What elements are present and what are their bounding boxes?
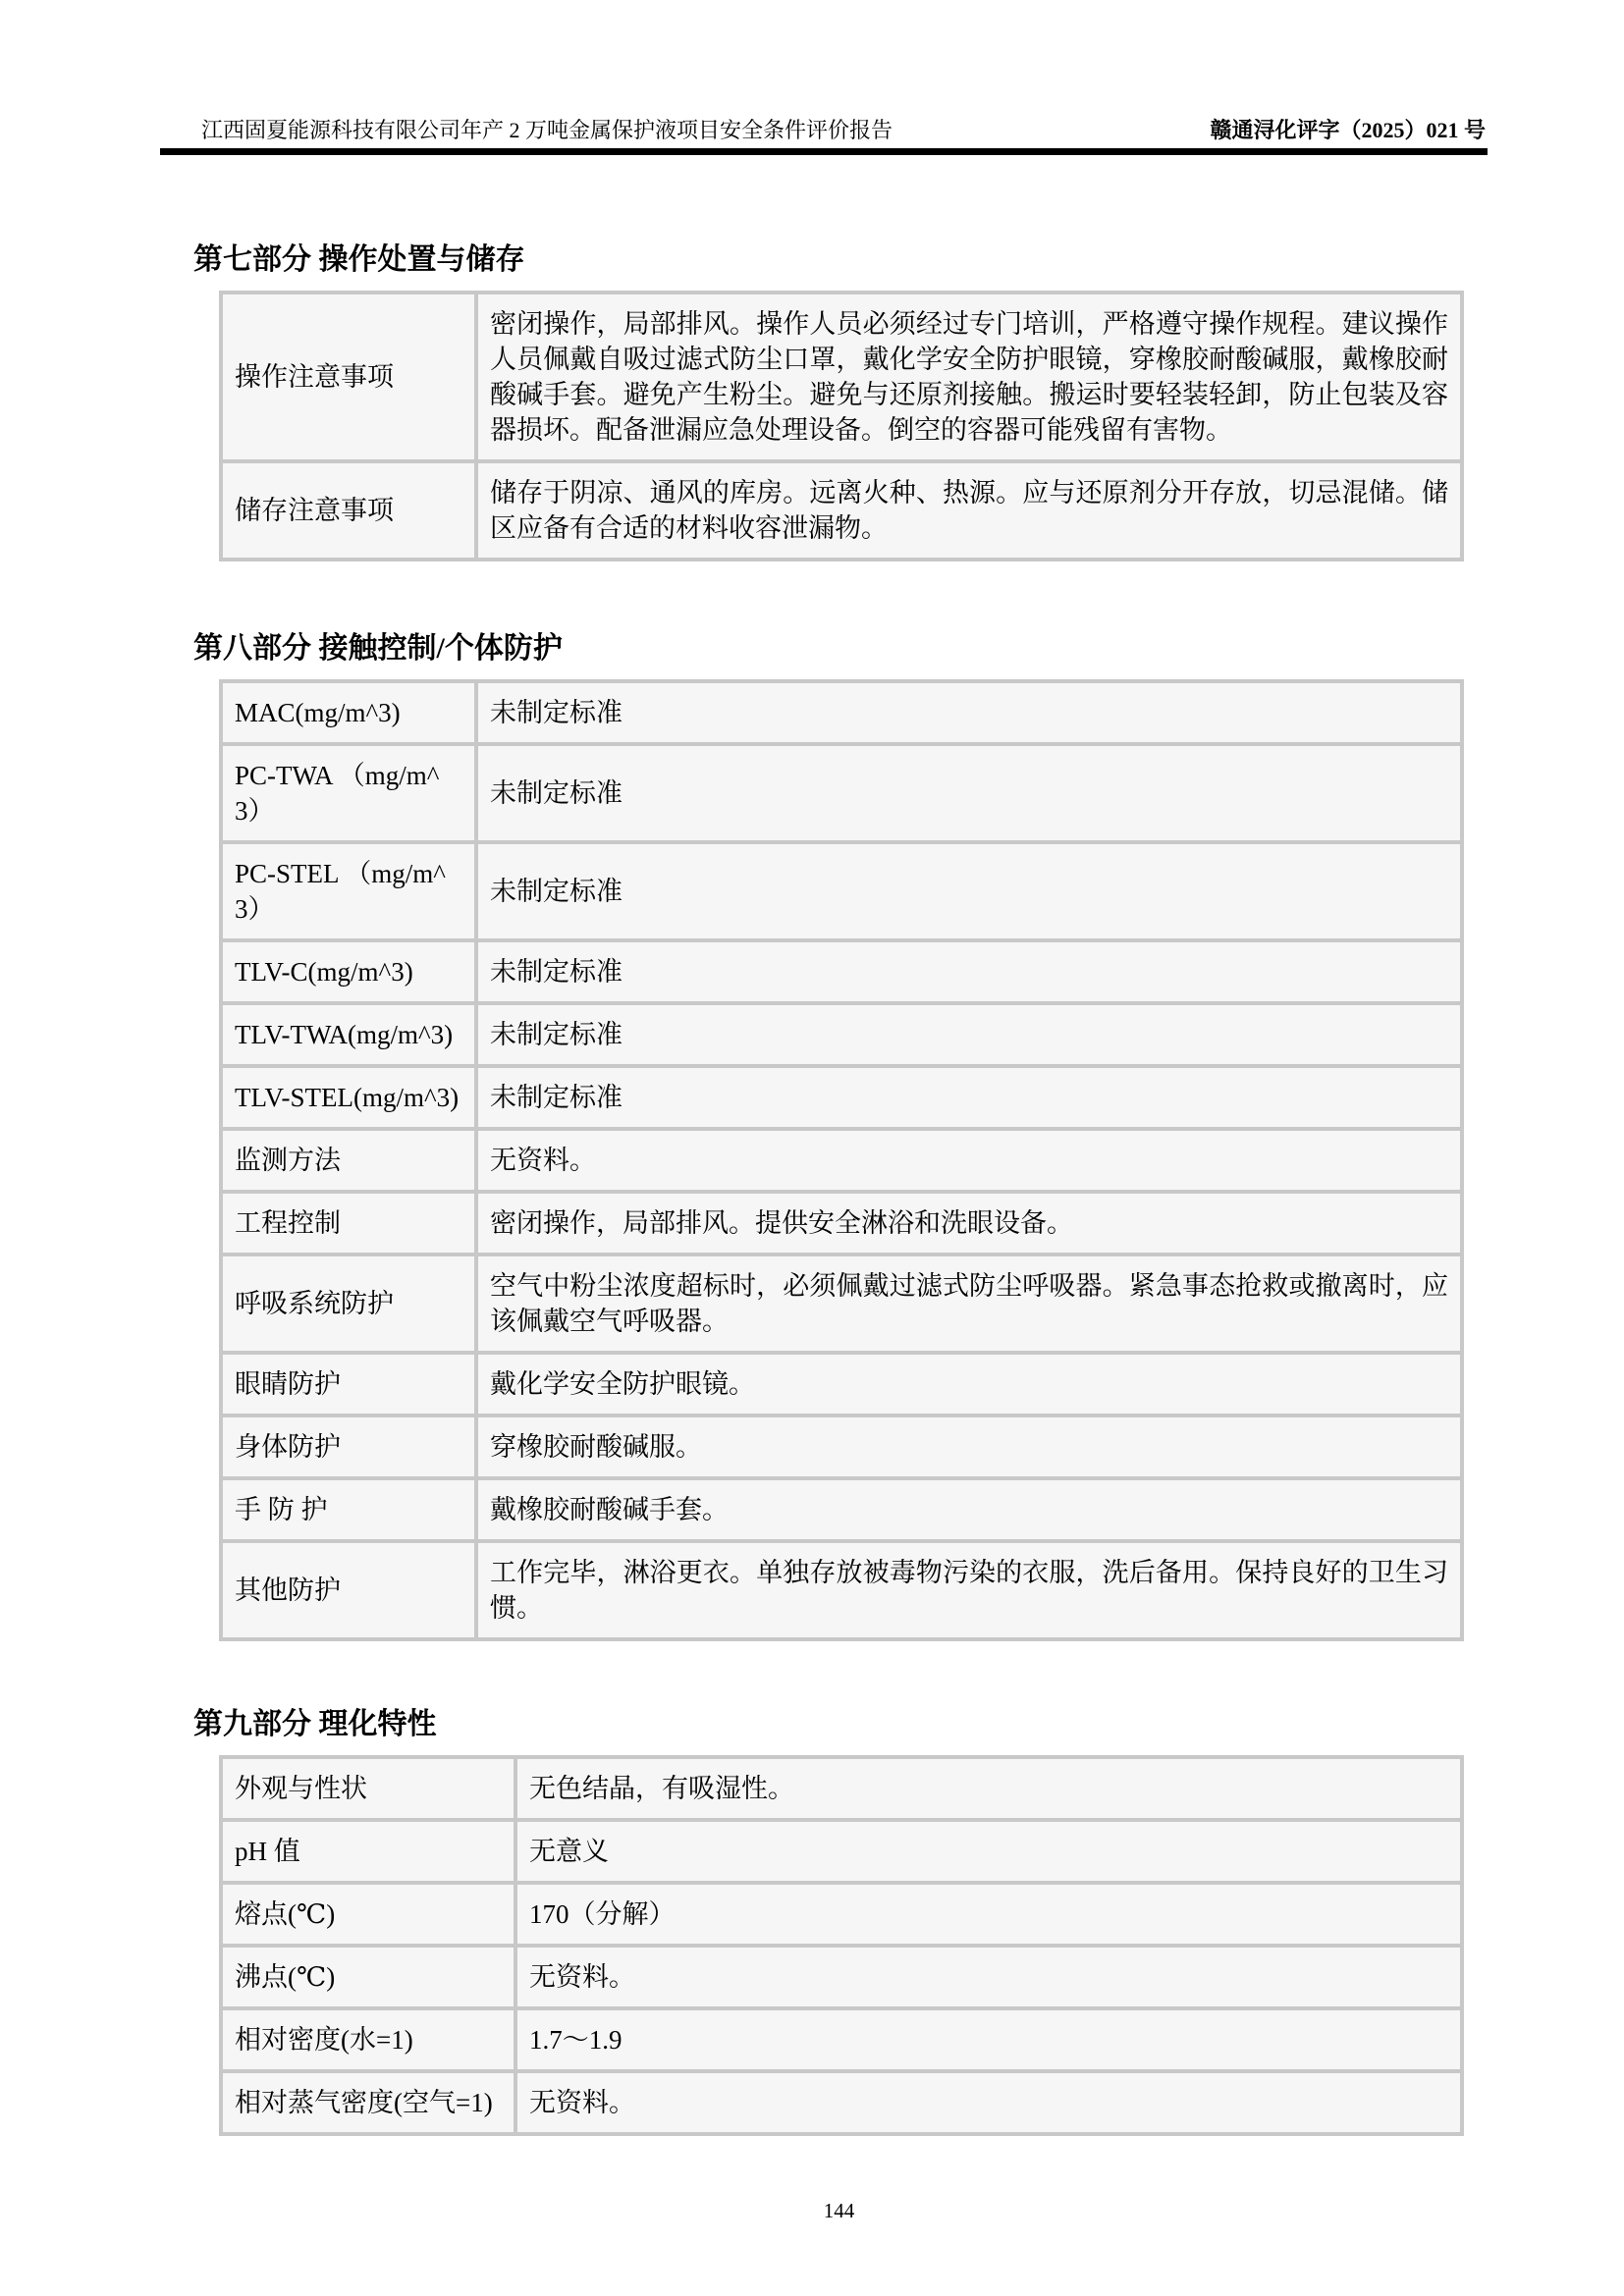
row-label: 手 防 护 — [221, 1478, 476, 1541]
row-label: 监测方法 — [221, 1129, 476, 1192]
row-value: 密闭操作，局部排风。提供安全淋浴和洗眼设备。 — [476, 1192, 1462, 1255]
row-label: TLV-TWA(mg/m^3) — [221, 1003, 476, 1066]
row-value: 空气中粉尘浓度超标时，必须佩戴过滤式防尘呼吸器。紧急事态抢救或撤离时，应该佩戴空气呼吸器。 — [476, 1255, 1462, 1353]
row-value: 未制定标准 — [476, 940, 1462, 1003]
table-row — [221, 293, 1462, 461]
table-row — [221, 1353, 1462, 1415]
table-row — [221, 1820, 1462, 1883]
table-row — [221, 1478, 1462, 1541]
table-row — [221, 1883, 1462, 1946]
header-report-title: 江西固夏能源科技有限公司年产 2 万吨金属保护液项目安全条件评价报告 — [201, 118, 893, 142]
row-label: 相对蒸气密度(空气=1) — [221, 2071, 515, 2134]
row-label: 操作注意事项 — [221, 293, 476, 461]
table-row — [221, 1066, 1462, 1129]
table-row — [221, 2008, 1462, 2071]
row-value: 无资料。 — [476, 1129, 1462, 1192]
row-value: 储存于阴凉、通风的库房。远离火种、热源。应与还原剂分开存放，切忌混储。储区应备有合适的材料收容泄漏物。 — [476, 461, 1462, 560]
section-operation-storage — [193, 241, 1485, 561]
row-label: PC-TWA （mg/m^3） — [221, 744, 476, 842]
row-value: 无资料。 — [515, 2071, 1462, 2134]
exposure-control-table — [219, 679, 1464, 1641]
row-label: 眼睛防护 — [221, 1353, 476, 1415]
operation-storage-table — [219, 291, 1464, 561]
row-label: 外观与性状 — [221, 1757, 515, 1820]
table-row — [221, 1192, 1462, 1255]
table-row — [221, 1757, 1462, 1820]
row-value: 戴化学安全防护眼镜。 — [476, 1353, 1462, 1415]
table-row — [221, 1541, 1462, 1639]
row-value: 未制定标准 — [476, 681, 1462, 744]
section-7-title: 第七部分 操作处置与储存 — [193, 243, 525, 276]
row-value: 未制定标准 — [476, 842, 1462, 940]
row-value: 1.7～1.9 — [515, 2008, 1462, 2071]
row-value: 未制定标准 — [476, 744, 1462, 842]
row-label: TLV-C(mg/m^3) — [221, 940, 476, 1003]
row-label: 沸点(℃) — [221, 1946, 515, 2008]
table-row — [221, 1415, 1462, 1478]
physical-chemical-table — [219, 1755, 1464, 2136]
page-content — [0, 241, 1624, 2223]
row-value: 无色结晶，有吸湿性。 — [515, 1757, 1462, 1820]
table-row — [221, 461, 1462, 560]
row-value: 无意义 — [515, 1820, 1462, 1883]
row-label: MAC(mg/m^3) — [221, 681, 476, 744]
row-label: 熔点(℃) — [221, 1883, 515, 1946]
section-physical-chemical — [193, 1706, 1485, 2136]
section-exposure-control — [193, 630, 1485, 1641]
row-label: 相对密度(水=1) — [221, 2008, 515, 2071]
row-label: 工程控制 — [221, 1192, 476, 1255]
table-row — [221, 2071, 1462, 2134]
row-label: TLV-STEL(mg/m^3) — [221, 1066, 476, 1129]
header-doc-number: 赣通浔化评字（2025）021 号 — [1210, 118, 1486, 142]
row-value: 穿橡胶耐酸碱服。 — [476, 1415, 1462, 1478]
row-label: pH 值 — [221, 1820, 515, 1883]
section-8-title: 第八部分 接触控制/个体防护 — [193, 632, 563, 665]
table-row — [221, 842, 1462, 940]
row-label: 储存注意事项 — [221, 461, 476, 560]
page-number: 144 — [823, 2199, 855, 2222]
row-value: 密闭操作，局部排风。操作人员必须经过专门培训，严格遵守操作规程。建议操作人员佩戴自吸过滤式防尘口罩，戴化学安全防护眼镜，穿橡胶耐酸碱服，戴橡胶耐酸碱手套。避免产生粉尘。避免与还原剂接触。搬运时要轻装轻卸，防止包装及容器损坏。配备泄漏应急处理设备。倒空的容器可能残留有害物。 — [476, 293, 1462, 461]
row-label: 身体防护 — [221, 1415, 476, 1478]
row-value: 未制定标准 — [476, 1003, 1462, 1066]
table-row — [221, 681, 1462, 744]
table-row — [221, 1003, 1462, 1066]
row-label: PC-STEL （mg/m^3） — [221, 842, 476, 940]
row-value: 工作完毕，淋浴更衣。单独存放被毒物污染的衣服，洗后备用。保持良好的卫生习惯。 — [476, 1541, 1462, 1639]
row-value: 无资料。 — [515, 1946, 1462, 2008]
row-label: 其他防护 — [221, 1541, 476, 1639]
table-row — [221, 940, 1462, 1003]
section-9-title: 第九部分 理化特性 — [193, 1708, 437, 1740]
row-value: 戴橡胶耐酸碱手套。 — [476, 1478, 1462, 1541]
table-row — [221, 1129, 1462, 1192]
table-row — [221, 1255, 1462, 1353]
page-header — [160, 116, 1488, 155]
row-value: 170（分解） — [515, 1883, 1462, 1946]
table-row — [221, 1946, 1462, 2008]
row-value: 未制定标准 — [476, 1066, 1462, 1129]
row-label: 呼吸系统防护 — [221, 1255, 476, 1353]
table-row — [221, 744, 1462, 842]
